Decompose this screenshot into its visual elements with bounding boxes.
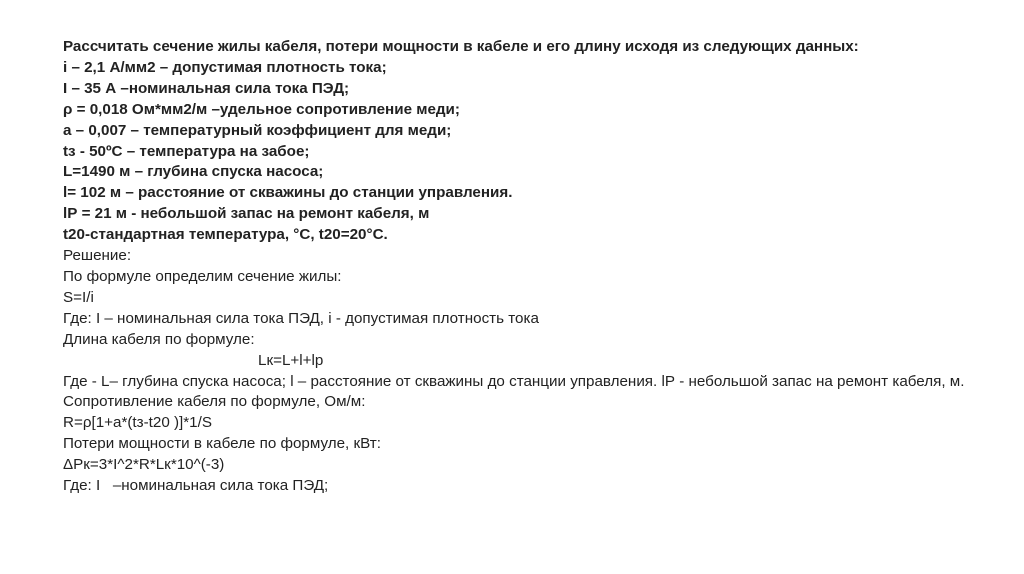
cross-section-formula: S=I/i bbox=[63, 288, 94, 306]
solution-title: Решение: bbox=[63, 247, 132, 265]
given-bottom-temperature: tз - 50ºС – температура на забое; bbox=[63, 142, 310, 160]
given-current-density: i – 2,1 А/мм2 – допустимая плотность тока; bbox=[63, 58, 387, 76]
solution-line: Где - L– глубина спуска насоса; l – расстояние от скважины до станции управления. lР - небольшой запас на ремонт кабеля, м. bbox=[63, 372, 965, 390]
length-formula: Lк=L+l+lр bbox=[258, 351, 324, 369]
solution-line: Сопротивление кабеля по формуле, Ом/м: bbox=[63, 393, 366, 411]
solution-line: Где: I –номинальная сила тока ПЭД; bbox=[63, 477, 329, 495]
solution-line: Потери мощности в кабеле по формуле, кВт: bbox=[63, 435, 381, 453]
given-repair-reserve: lР = 21 м - небольшой запас на ремонт кабеля, м bbox=[63, 205, 430, 223]
resistance-formula: R=ρ[1+a*(tз-t20 )]*1/S bbox=[63, 414, 212, 432]
solution-line: Где: I – номинальная сила тока ПЭД, i - допустимая плотность тока bbox=[63, 309, 539, 327]
power-loss-formula: ΔPк=3*I^2*R*Lк*10^(-3) bbox=[63, 456, 225, 474]
given-pump-depth: L=1490 м – глубина спуска насоса; bbox=[63, 163, 324, 181]
given-standard-temperature: t20-стандартная температура, °C, t20=20°C. bbox=[63, 226, 388, 244]
given-temp-coefficient: а – 0,007 – температурный коэффициент для меди; bbox=[63, 121, 452, 139]
solution-line: По формуле определим сечение жилы: bbox=[63, 267, 342, 285]
given-distance-to-station: l= 102 м – расстояние от скважины до станции управления. bbox=[63, 184, 513, 202]
task-heading: Рассчитать сечение жилы кабеля, потери мощности в кабеле и его длину исходя из следующих данных: bbox=[63, 38, 859, 55]
given-resistivity: ρ = 0,018 Ом*мм2/м –удельное сопротивление меди; bbox=[63, 100, 460, 118]
solution-line: Длина кабеля по формуле: bbox=[63, 330, 255, 348]
given-nominal-current: I – 35 А –номинальная сила тока ПЭД; bbox=[63, 79, 350, 97]
